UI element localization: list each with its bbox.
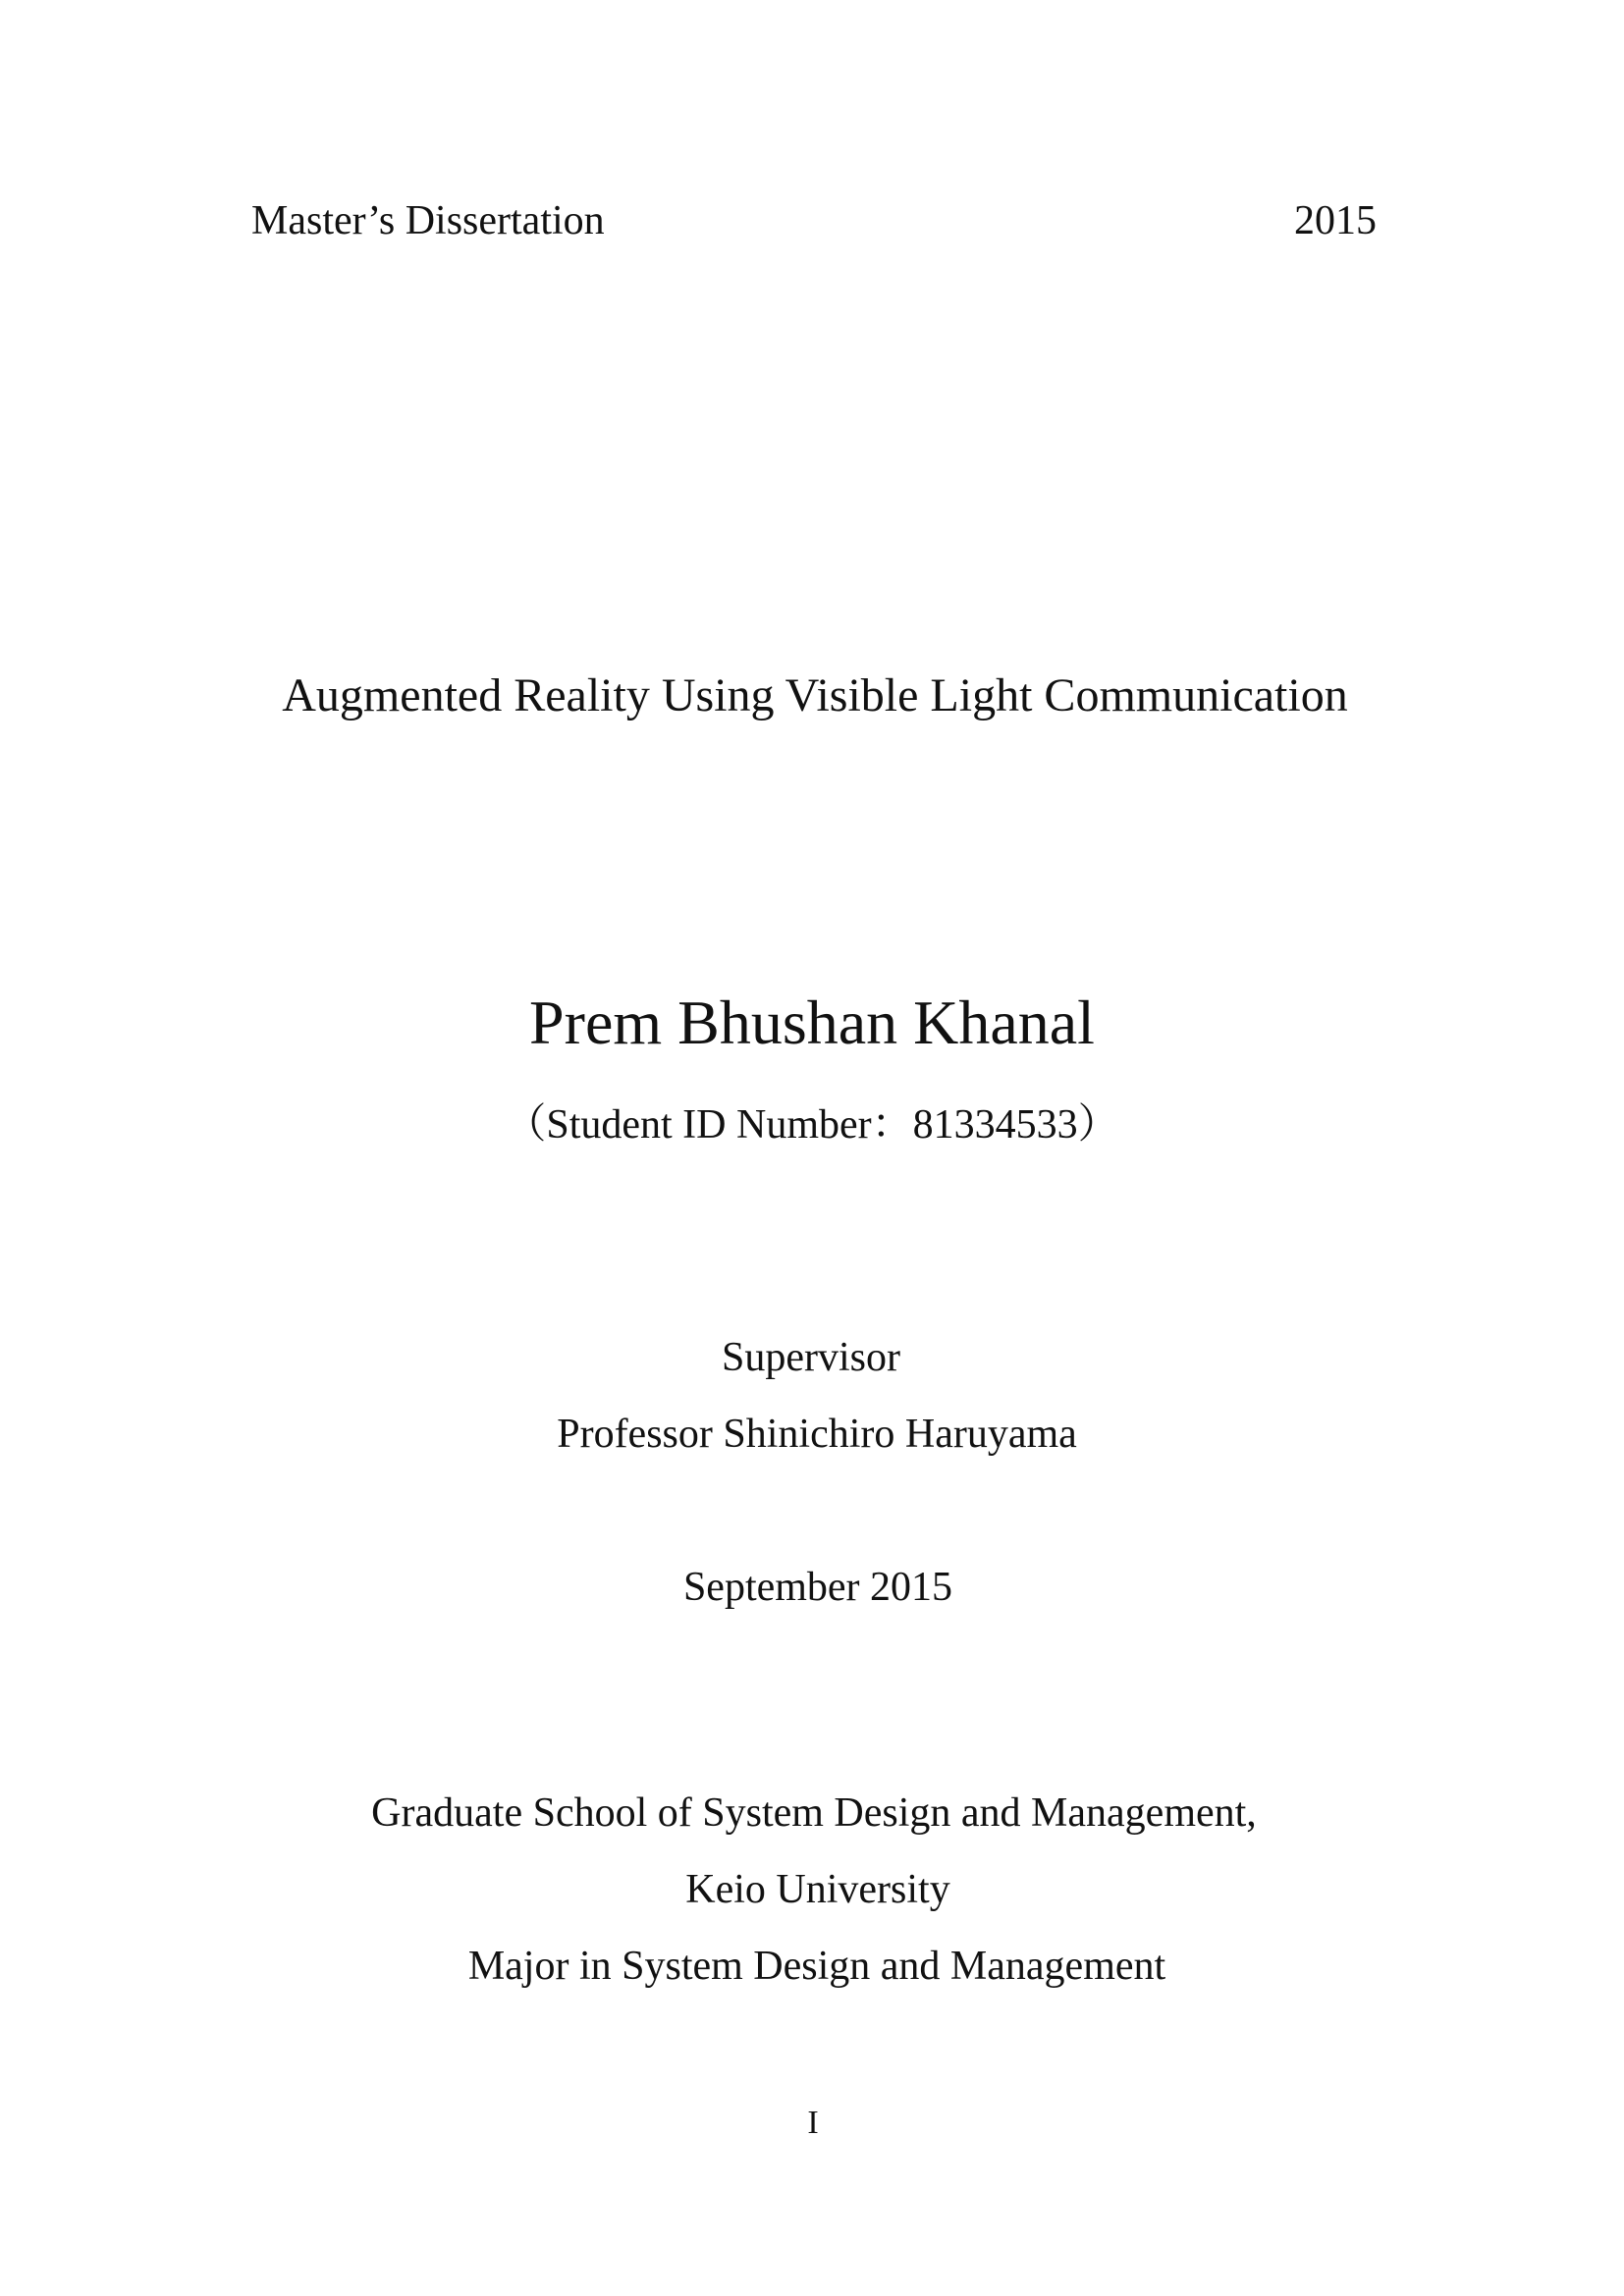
header-year: 2015: [1294, 198, 1377, 243]
dissertation-title: Augmented Reality Using Visible Light Communication: [282, 669, 1348, 721]
author-name: Prem Bhushan Khanal: [529, 988, 1095, 1057]
supervisor-name: Professor Shinichiro Haruyama: [557, 1412, 1077, 1457]
page-number: I: [807, 2105, 819, 2141]
student-id: （Student ID Number：81334533）: [505, 1102, 1119, 1148]
document-type: Master’s Dissertation: [251, 198, 605, 243]
university-name: Keio University: [685, 1867, 950, 1912]
major: Major in System Design and Management: [467, 1944, 1166, 1989]
graduate-school: Graduate School of System Design and Management,: [371, 1790, 1257, 1836]
submission-date: September 2015: [682, 1565, 953, 1610]
supervisor-label: Supervisor: [722, 1335, 900, 1380]
